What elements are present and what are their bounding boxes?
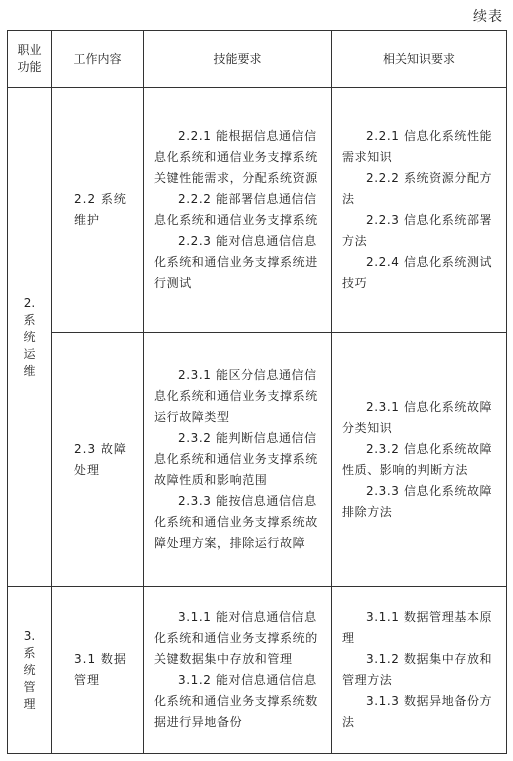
knowledge-item: 2.3.1 信息化系统故障分类知识 (342, 399, 493, 435)
skills-cell (144, 587, 332, 754)
skill-item: 2.2.2 能部署信息通信信息化系统和通信业务支撑系统 (154, 192, 318, 227)
header-knowledge: 相关知识要求 (332, 31, 507, 88)
header-func: 职业功能 (8, 31, 52, 88)
knowledge-item: 3.1.2 数据集中存放和管理方法 (342, 652, 493, 687)
table-row (8, 587, 507, 754)
func-cell-mgmt (8, 587, 52, 754)
knowledge-cell (332, 587, 507, 754)
knowledge-item: 3.1.3 数据异地备份方法 (342, 694, 493, 729)
header-skills: 技能要求 (144, 31, 332, 88)
knowledge-item: 2.2.3 信息化系统部署方法 (342, 213, 493, 248)
knowledge-item: 2.2.4 信息化系统测试技巧 (342, 255, 493, 290)
table-row (8, 88, 507, 333)
skill-item: 3.1.1 能对信息通信信息化系统和通信业务支撑系统的关键数据集中存放和管理 (154, 610, 318, 666)
skill-item: 2.2.3 能对信息通信信息化系统和通信业务支撑系统进行测试 (154, 234, 318, 290)
func-cell-ops (8, 88, 52, 587)
header-content: 工作内容 (52, 31, 144, 88)
knowledge-cell (332, 333, 507, 587)
skill-item: 2.3.1 能区分信息通信信息化系统和通信业务支撑系统运行故障类型 (154, 368, 318, 424)
knowledge-item: 2.2.1 信息化系统性能需求知识 (342, 129, 493, 164)
knowledge-item: 2.3.2 信息化系统故障性质、影响的判断方法 (342, 441, 493, 477)
continued-label: 续表 (473, 9, 503, 25)
table-header-row (8, 31, 507, 88)
knowledge-item: 2.2.2 系统资源分配方法 (342, 171, 493, 206)
table-row (8, 333, 507, 587)
content-cell: 2.3 故障处理 (52, 333, 144, 587)
skills-cell (144, 333, 332, 587)
knowledge-item: 2.3.3 信息化系统故障排除方法 (342, 483, 493, 519)
knowledge-item: 3.1.1 数据管理基本原理 (342, 610, 493, 645)
knowledge-cell (332, 88, 507, 333)
func-name: 系统管理 (23, 645, 36, 711)
skill-item: 2.3.2 能判断信息通信信息化系统和通信业务支撑系统故障性质和影响范围 (154, 431, 318, 487)
func-number: 3. (23, 628, 36, 643)
content-cell: 3.1 数据管理 (52, 587, 144, 754)
skills-requirement-table (7, 30, 507, 754)
skill-item: 3.1.2 能对信息通信信息化系统和通信业务支撑系统数据进行异地备份 (154, 673, 318, 729)
func-number: 2. (23, 295, 36, 310)
skill-item: 2.2.1 能根据信息通信信息化系统和通信业务支撑系统关键性能需求，分配系统资源 (154, 129, 318, 185)
content-cell: 2.2 系统维护 (52, 88, 144, 333)
func-name: 系统运维 (23, 312, 36, 378)
skill-item: 2.3.3 能按信息通信信息化系统和通信业务支撑系统故障处理方案，排除运行故障 (154, 494, 318, 550)
skills-cell (144, 88, 332, 333)
